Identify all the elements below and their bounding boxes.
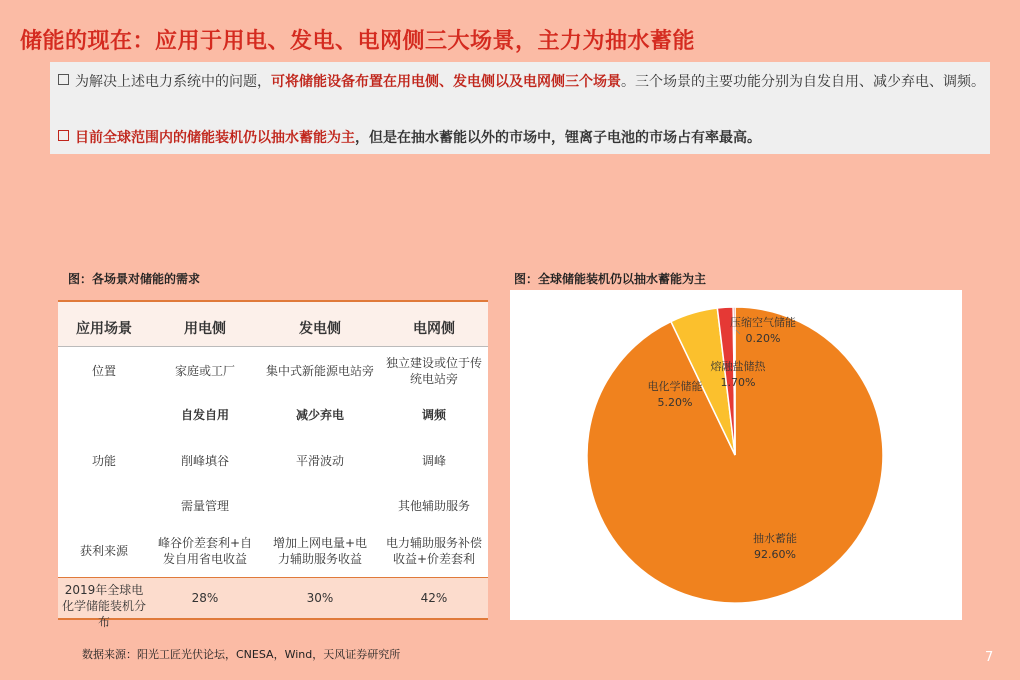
header-scenario: 应用场景 [76, 321, 132, 337]
table-cell: 增加上网电量+电力辅助服务收益 [272, 536, 368, 566]
row-label-function: 功能 [91, 454, 116, 468]
header-generation-side: 发电侧 [299, 321, 341, 337]
slice-value-label: 92.60% [754, 548, 796, 561]
table-cell: 自发自用 [180, 408, 229, 422]
table-cell: 调峰 [421, 454, 446, 468]
bullet-1 [58, 70, 988, 94]
slice-label: 抽水蓄能 [753, 532, 797, 545]
page-number: 7 [985, 650, 994, 665]
chart-caption: 图：全球储能装机仍以抽水蓄能为主 [514, 272, 707, 286]
row-label-profit: 获利来源 [79, 544, 128, 558]
bullet-2-text: ，但是在抽水蓄能以外的市场中，锂离子电池的市场占有率最高。 [355, 130, 761, 146]
table-cell: 其他辅助服务 [397, 499, 470, 513]
summary-box [50, 62, 990, 154]
table-cell: 峰谷价差套利+自发自用省电收益 [157, 536, 253, 566]
table-header-row [58, 302, 488, 347]
table-cell: 集中式新能源电站旁 [265, 364, 374, 378]
bullet-2-highlight: 目前全球范围内的储能装机仍以抽水蓄能为主 [75, 130, 355, 146]
table-cell: 电力辅助服务补偿收益+价差套利 [386, 536, 483, 566]
bullet-1-text-a: 为解决上述电力系统中的问题， [75, 74, 271, 90]
slice-label: 电化学储能 [647, 380, 703, 393]
footer-value: 28% [191, 591, 219, 605]
header-consumer-side: 用电侧 [184, 321, 226, 337]
table-cell: 减少弃电 [295, 408, 344, 422]
source-note: 数据来源：阳光工匠光伏论坛，CNESA，Wind，天风证券研究所 [82, 648, 401, 661]
pie-chart-panel [510, 290, 962, 620]
slice-value-label: 5.20% [657, 396, 693, 409]
footer-value: 30% [306, 591, 334, 605]
table-caption: 图：各场景对储能的需求 [68, 272, 201, 286]
pie-chart [510, 290, 962, 620]
bullet-1-highlight: 可将储能设备布置在用电侧、发电侧以及电网侧三个场景 [271, 74, 621, 90]
row-label-location: 位置 [91, 364, 116, 378]
table-cell: 平滑波动 [295, 454, 344, 468]
footer-label: 2019年全球电化学储能装机分布 [62, 583, 147, 629]
slice-value-label: 1.70% [720, 376, 756, 389]
table-cell: 独立建设或位于传统电站旁 [386, 356, 483, 386]
footer-value: 42% [420, 591, 448, 605]
slice-label: 压缩空气储能 [730, 316, 796, 329]
table-body [58, 347, 488, 577]
table-cell: 削峰填谷 [180, 454, 229, 468]
page-title: 储能的现在：应用于用电、发电、电网侧三大场景，主力为抽水蓄能 [20, 29, 696, 54]
slice-label: 熔融盐储热 [710, 360, 766, 373]
table-footer-row [58, 577, 488, 629]
slice-value-label: 0.20% [745, 332, 781, 345]
table-cell: 家庭或工厂 [174, 364, 235, 378]
bullet-1-text-b: 。三个场景的主要功能分别为自发自用、减少弃电、调频。 [621, 74, 985, 90]
table-cell: 调频 [421, 408, 446, 422]
header-grid-side: 电网侧 [413, 321, 455, 337]
square-bullet-icon [58, 74, 69, 85]
bullet-2 [58, 126, 988, 150]
square-bullet-icon [58, 130, 69, 141]
table-cell: 需量管理 [180, 499, 229, 513]
